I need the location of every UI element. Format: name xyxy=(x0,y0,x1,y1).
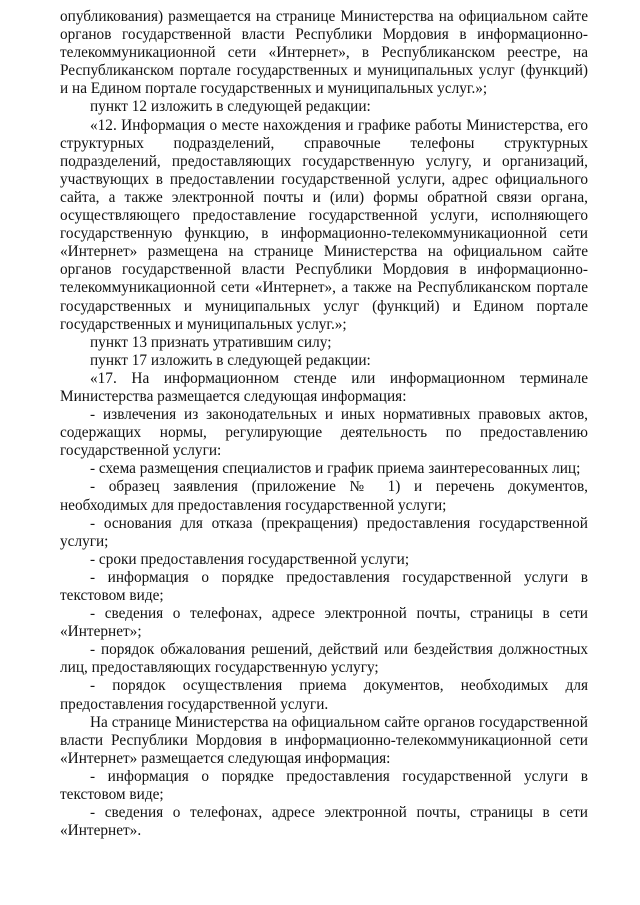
list-item-website-contacts: - сведения о телефонах, адресе электронной почты, страницы в сети «Интернет». xyxy=(60,804,588,840)
paragraph-website-info: На странице Министерства на официальном сайте органов государственной власти Республики Мордовия в информационно-телекоммуникационной сети «Интернет» размещается следующая информация: xyxy=(60,713,588,767)
list-item-application-sample: - образец заявления (приложение № 1) и перечень документов, необходимых для предоставления государственной услуги; xyxy=(60,478,588,514)
paragraph-publication: опубликования) размещается на странице Министерства на официальном сайте органов государственной власти Республики Мордовия в информационно-телекоммуникационной сети «Интернет», в Республиканском реестре, на Республиканском портале государственных и муниципальных услуг (функций) и на Едином портале государственных и муниципальных услуг.»; xyxy=(60,8,588,98)
paragraph-item-12-text: «12. Информация о месте нахождения и графике работы Министерства, его структурных подразделений, справочные телефоны структурных подразделений, предоставляющих государственную услугу, и организаций, участвующих в предоставлении государственной услуги, адрес официального сайта, а также электронной почты и (или) формы обратной связи органа, осуществляющего предоставление государственной услуги, исполняющего государственную функцию, в информационно-телекоммуникационной сети «Интернет» размещена на странице Министерства на официальном сайте органов государственной власти Республики Мордовия в информационно-телекоммуникационной сети «Интернет», а также на Республиканском портале государственных и муниципальных услуг (функций) и Едином портале государственных и муниципальных услуг.»; xyxy=(60,116,588,333)
list-item-refusal-grounds: - основания для отказа (прекращения) предоставления государственной услуги; xyxy=(60,514,588,550)
paragraph-item-12-intro: пункт 12 изложить в следующей редакции: xyxy=(90,98,371,116)
list-item-website-procedure-info: - информация о порядке предоставления государственной услуги в текстовом виде; xyxy=(60,767,588,804)
paragraph-item-17-text: «17. На информационном стенде или информационном терминале Министерства размещается следующая информация: xyxy=(60,369,588,405)
list-item-legal-extracts: - извлечения из законодательных и иных нормативных правовых актов, содержащих нормы, регулирующие деятельность по предоставлению государственной услуги: xyxy=(60,406,588,460)
list-item-terms: - сроки предоставления государственной услуги; xyxy=(90,550,410,568)
list-item-document-acceptance: - порядок осуществления приема документов, необходимых для предоставления государственной услуги. xyxy=(60,677,588,713)
paragraph-item-17-intro: пункт 17 изложить в следующей редакции: xyxy=(90,351,371,369)
document-page xyxy=(60,8,588,840)
paragraph-item-13: пункт 13 признать утратившим силу; xyxy=(90,333,332,351)
list-item-specialists-schedule: - схема размещения специалистов и график приема заинтересованных лиц; xyxy=(90,460,581,478)
list-item-contacts: - сведения о телефонах, адресе электронной почты, страницы в сети «Интернет»; xyxy=(60,605,588,641)
list-item-procedure-info: - информация о порядке предоставления государственной услуги в текстовом виде; xyxy=(60,568,588,604)
list-item-appeal-procedure: - порядок обжалования решений, действий или бездействия должностных лиц, предоставляющих государственную услугу; xyxy=(60,641,588,677)
